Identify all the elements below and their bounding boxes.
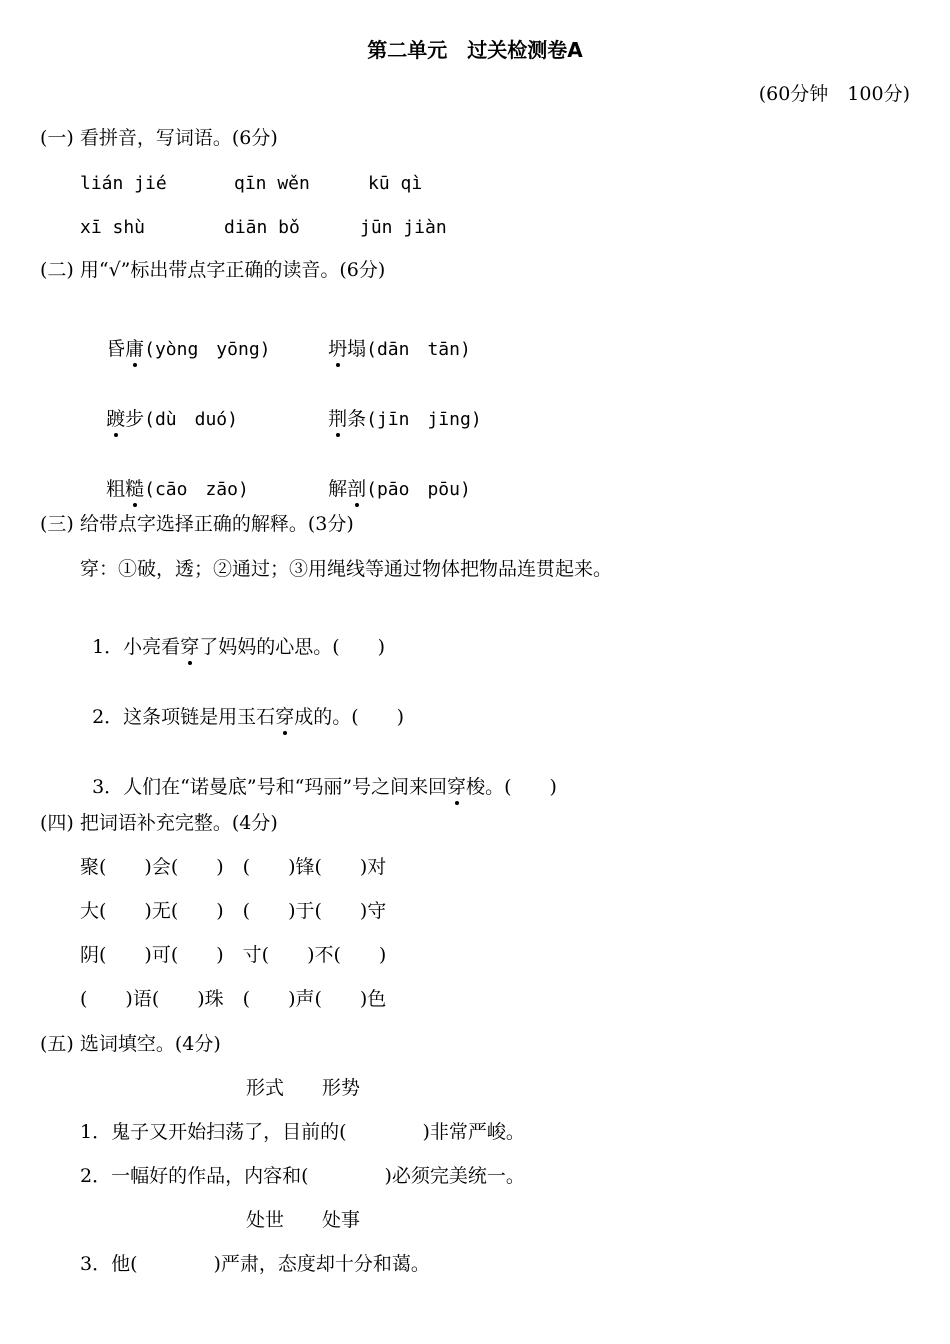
definition: 穿：①破，透；②通过；③用绳线等通过物体把物品连贯起来。 [80, 558, 613, 580]
question: 2．这条项链是用玉石穿成的。( ) [92, 706, 405, 728]
page-title: 第二单元 过关检测卷A [367, 38, 583, 62]
section-4-heading: (四) 把词语补充完整。(4分) [40, 812, 278, 834]
section-2-heading: (二) 用“√”标出带点字正确的读音。(6分) [40, 259, 386, 281]
pinyin-item: qīn wěn [234, 173, 310, 194]
word-choices: 形式 形势 [246, 1077, 361, 1099]
question: 2．一幅好的作品，内容和( )必须完美统一。 [80, 1165, 525, 1187]
pinyin-item: kū qì [368, 173, 423, 194]
pinyin-item: diān bǒ [224, 217, 300, 238]
question: 1．小亮看穿了妈妈的心思。( ) [92, 636, 386, 658]
idiom-row: 大( )无( ) ( )于( )守 [80, 900, 387, 922]
pinyin-item: lián jié [80, 173, 167, 194]
reading-item: 解剖(pāo pōu) [328, 478, 471, 500]
reading-item: 昏庸(yòng yōng) [106, 338, 271, 360]
section-3-heading: (三) 给带点字选择正确的解释。(3分) [40, 513, 354, 535]
reading-item: 荆条(jīn jīng) [328, 408, 482, 430]
word-choices: 处世 处事 [246, 1209, 361, 1231]
question: 1．鬼子又开始扫荡了，目前的( )非常严峻。 [80, 1121, 525, 1143]
idiom-row: ( )语( )珠 ( )声( )色 [80, 988, 387, 1010]
section-5-heading: (五) 选词填空。(4分) [40, 1033, 221, 1055]
reading-item: 粗糙(cāo zāo) [106, 478, 249, 500]
reading-item: 踱步(dù duó) [106, 408, 238, 430]
reading-item: 坍塌(dān tān) [328, 338, 471, 360]
pinyin-item: xī shù [80, 217, 146, 238]
section-1-heading: (一) 看拼音，写词语。(6分) [40, 127, 278, 149]
idiom-row: 聚( )会( ) ( )锋( )对 [80, 856, 387, 878]
question: 3．他( )严肃，态度却十分和蔼。 [80, 1253, 430, 1275]
idiom-row: 阴( )可( ) 寸( )不( ) [80, 944, 387, 966]
time-score: (60分钟 100分) [758, 83, 910, 105]
question: 3．人们在“诺曼底”号和“玛丽”号之间来回穿梭。( ) [92, 776, 557, 798]
pinyin-item: jūn jiàn [360, 217, 447, 238]
